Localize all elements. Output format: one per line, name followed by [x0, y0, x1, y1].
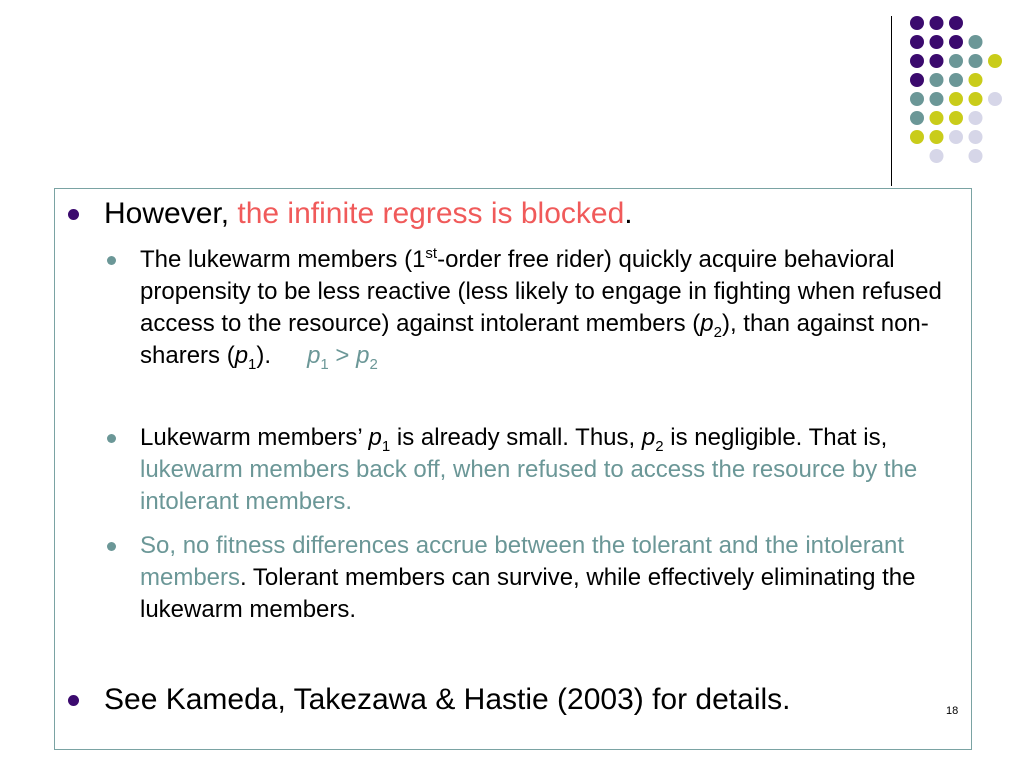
slide-number: 18 — [946, 705, 959, 717]
decorative-dot — [910, 92, 924, 106]
decorative-dot — [910, 54, 924, 68]
decorative-dot — [949, 16, 963, 30]
bullet-text: . Tolerant members can survive, while effectively eliminating the lukewarm members. — [140, 564, 916, 623]
decorative-dot — [910, 130, 924, 144]
highlight-text: the infinite regress is blocked — [237, 197, 625, 230]
bullet-text: ), than against non-sharers ( — [140, 310, 929, 369]
decorative-dot — [988, 54, 1002, 68]
decorative-dot — [969, 130, 983, 144]
bullet-text: Lukewarm members’ — [140, 424, 369, 451]
sub-bullet-marker — [107, 434, 116, 443]
highlight-text: So, no fitness differences accrue between the tolerant and the intolerant members — [140, 532, 905, 591]
subscript: 1 — [320, 355, 329, 373]
decorative-dot — [969, 54, 983, 68]
decorative-dot — [969, 35, 983, 49]
decorative-dot — [930, 35, 944, 49]
decorative-dot — [969, 149, 983, 163]
decorative-dot — [949, 35, 963, 49]
bullet-text: is already small. Thus, — [390, 424, 642, 451]
decorative-dot — [988, 92, 1002, 106]
decorative-dot — [910, 16, 924, 30]
decorative-dot — [910, 111, 924, 125]
sub-bullet-no-fitness — [140, 530, 970, 626]
variable-p: p — [368, 424, 382, 451]
bullet-see-reference — [104, 683, 790, 717]
subscript: 2 — [369, 355, 378, 373]
variable-p: p — [356, 342, 370, 369]
decorative-dot — [930, 54, 944, 68]
highlight-text: lukewarm members back off, when refused to access the resource by the intolerant members. — [140, 456, 918, 515]
divider-line — [891, 16, 892, 186]
sub-bullet-lukewarm — [140, 244, 970, 372]
decorative-dot — [930, 73, 944, 87]
superscript: st — [425, 245, 438, 262]
decorative-dot — [969, 73, 983, 87]
decorative-dot — [969, 111, 983, 125]
bullet-marker — [68, 695, 79, 706]
bullet-text: ). — [256, 342, 272, 369]
subscript: 1 — [248, 355, 257, 373]
decorative-dot — [949, 130, 963, 144]
decorative-dot — [930, 92, 944, 106]
decorative-dot-grid — [0, 0, 1024, 200]
bullet-marker — [68, 209, 79, 220]
decorative-dot — [949, 92, 963, 106]
decorative-dot — [910, 35, 924, 49]
variable-p: p — [234, 342, 249, 369]
decorative-dot — [930, 149, 944, 163]
sub-bullet-small-p1 — [140, 422, 970, 518]
variable-p: p — [307, 342, 321, 369]
subscript: 1 — [381, 437, 391, 455]
operator: > — [328, 342, 357, 369]
subscript: 2 — [713, 323, 722, 341]
decorative-dot — [949, 73, 963, 87]
bullet-text: See Kameda, Takezawa & Hastie (2003) for details. — [104, 683, 791, 716]
sub-bullet-marker — [107, 542, 116, 551]
decorative-dot — [930, 16, 944, 30]
decorative-dot — [930, 111, 944, 125]
relation-p1-gt-p2 — [307, 342, 378, 373]
subscript: 2 — [655, 437, 664, 455]
decorative-dot — [910, 73, 924, 87]
decorative-dot — [949, 111, 963, 125]
decorative-dot — [969, 92, 983, 106]
sub-bullet-marker — [107, 256, 116, 265]
bullet-however — [104, 197, 633, 231]
bullet-text: However, — [104, 197, 238, 230]
variable-p: p — [641, 424, 656, 451]
bullet-text: is negligible. That is, — [663, 424, 888, 451]
bullet-text: . — [624, 197, 633, 230]
decorative-dot — [930, 130, 944, 144]
decorative-dot — [949, 54, 963, 68]
bullet-text: The lukewarm members (1 — [140, 246, 426, 273]
bullet-text: -order free rider) quickly acquire behavioral propensity to be less reactive (less likely to engage in fighting when refused access to the resource) against intolerant members ( — [140, 246, 942, 337]
variable-p: p — [700, 310, 714, 337]
